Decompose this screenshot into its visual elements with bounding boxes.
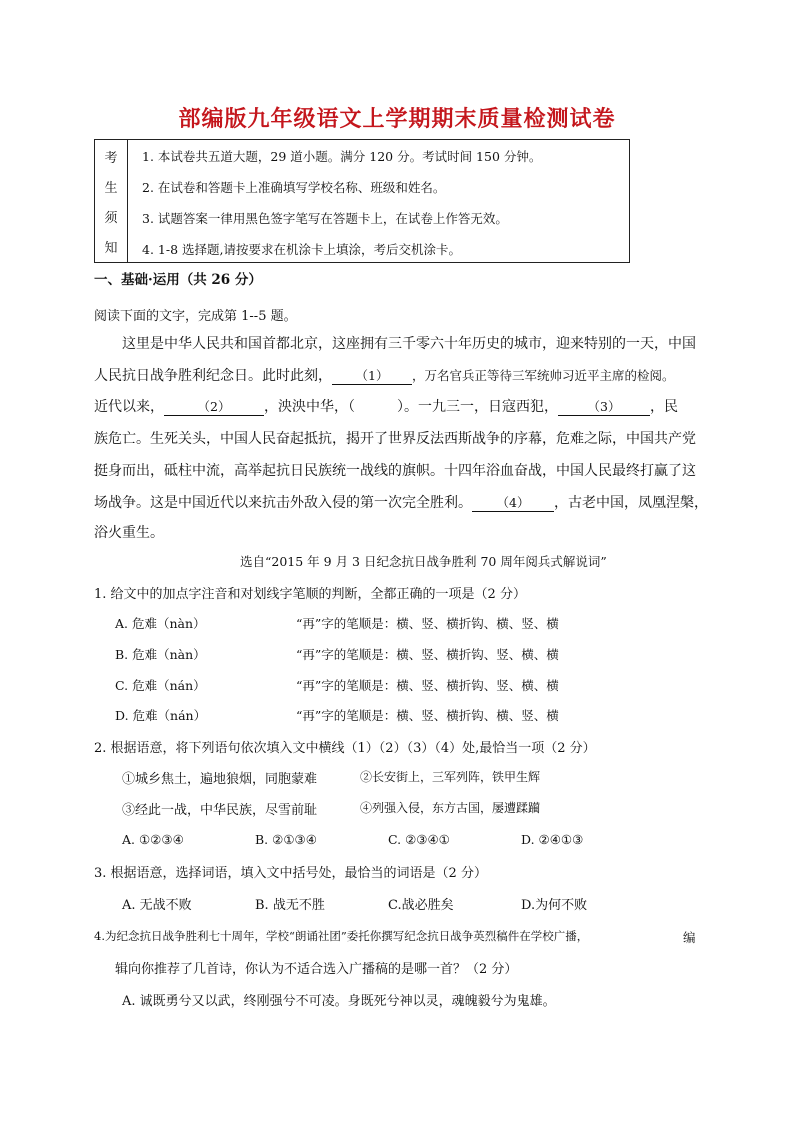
q3-option: D.为何不败 — [521, 898, 588, 913]
passage-line — [94, 365, 675, 385]
question-3-stem: 3. 根据语意，选择词语，填入文中括号处，最恰当的词语是（2 分） — [94, 866, 487, 881]
notice-item: 3. 试题答案一律用黑色签字笔写在答题卡上，在试卷上作答无效。 — [142, 211, 508, 226]
q1-option-label: B. 危难（nàn） — [115, 647, 206, 662]
passage-line: 浴火重生。 — [94, 525, 164, 541]
blank-3: （3） — [558, 397, 650, 416]
notice-label-char: 知 — [104, 241, 118, 256]
q1-option-detail: “再”字的笔顺是：横、竖、横折钩、竖、横、横 — [296, 678, 559, 693]
q3-option: C.战必胜矣 — [388, 898, 454, 913]
passage-line — [94, 396, 678, 416]
reading-instruction: 阅读下面的文字，完成第 1--5 题。 — [94, 309, 297, 324]
passage-text: ，古老中国，凤凰涅槃， — [554, 495, 708, 511]
section-heading: 一、基础·运用（共 26 分） — [94, 272, 262, 288]
question-1-stem: 1. 给文中的加点字注音和对划线字笔顺的判断，全都正确的一项是（2 分） — [94, 587, 526, 602]
q3-option: A. 无战不败 — [122, 898, 192, 913]
passage-text: 近代以来， — [94, 399, 164, 415]
q2-sentence: ①城乡焦土，遍地狼烟，同胞蒙难 — [122, 772, 318, 787]
notice-label-char: 考 — [104, 151, 118, 166]
q1-option-label: C. 危难（nán） — [115, 678, 206, 693]
question-2-stem: 2. 根据语意，将下列语句依次填入文中横线（1）（2）（3）（4）处,最恰当一项（2 分） — [94, 741, 596, 756]
q2-sentence: ③经此一战，中华民族，尽雪前耻 — [122, 803, 318, 818]
passage-line: 挺身而出，砥柱中流，高举起抗日民族统一战线的旗帜。十四年浴血奋战，中国人民最终打赢了这 — [94, 463, 696, 479]
notice-label-char: 生 — [104, 181, 118, 196]
q2-option: A. ①②③④ — [122, 832, 184, 847]
notice-item: 4. 1-8 选择题,请按要求在机涂卡上填涂，考后交机涂卡。 — [142, 242, 461, 257]
question-4-stem: 4.为纪念抗日战争胜利七十周年，学校“朗诵社团”委托你撰写纪念抗日战争英烈稿件在学校广播， — [94, 929, 589, 943]
passage-line — [94, 492, 708, 512]
passage-text: ，万名官兵正等待三军统帅习近平主席的检阅。 — [412, 368, 675, 383]
blank-4: （4） — [472, 493, 554, 512]
passage-line: 族危亡。生死关头，中国人民奋起抵抗，揭开了世界反法西斯战争的序幕，危难之际，中国共产党 — [94, 431, 696, 447]
notice-label-char: 须 — [104, 211, 118, 226]
q2-option: C. ②③④① — [388, 832, 450, 847]
q3-option: B. 战无不胜 — [255, 898, 325, 913]
q2-sentence: ④列强入侵，东方古国，屡遭蹂躏 — [360, 801, 541, 815]
q1-option-label: A. 危难（nàn） — [115, 616, 206, 631]
passage-line: 这里是中华人民共和国首都北京，这座拥有三千零六十年历史的城市，迎来特别的一天，中国 — [122, 336, 696, 352]
q1-option-detail: “再”字的笔顺是：横、竖、横折钩、横、竖、横 — [296, 616, 559, 631]
q1-option-label: D. 危难（nán） — [115, 708, 207, 723]
blank-2: （2） — [164, 397, 264, 416]
notice-item: 2. 在试卷和答题卡上准确填写学校名称、班级和姓名。 — [142, 180, 446, 195]
passage-text: 场战争。这是中国近代以来抗击外敌入侵的第一次完全胜利。 — [94, 495, 472, 511]
q2-sentence: ②长安街上，三军列阵，铁甲生辉 — [360, 770, 541, 784]
notice-box — [94, 139, 630, 263]
passage-text: 人民抗日战争胜利纪念日。此时此刻， — [94, 368, 332, 384]
passage-text: ，民 — [650, 399, 678, 415]
notice-label-column — [95, 140, 128, 262]
passage-text: ，泱泱中华，（ ）。一九三一，日寇西犯， — [264, 399, 558, 415]
q1-option-detail: “再”字的笔顺是：横、竖、横折钩、横、竖、横 — [296, 708, 559, 723]
q2-option: D. ②④①③ — [521, 832, 584, 847]
notice-item: 1. 本试卷共五道大题，29 道小题。满分 120 分。考试时间 150 分钟。 — [142, 149, 542, 164]
blank-1: （1） — [332, 366, 412, 385]
q4-option: A. 诚既勇兮又以武，终刚强兮不可凌。身既死兮神以灵，魂魄毅兮为鬼雄。 — [122, 994, 556, 1009]
question-4-stem-tail: 编 — [683, 930, 696, 945]
q1-option-detail: “再”字的笔顺是：横、竖、横折钩、竖、横、横 — [296, 647, 559, 662]
q2-option: B. ②①③④ — [255, 832, 317, 847]
exam-title: 部编版九年级语文上学期期末质量检测试卷 — [178, 106, 616, 132]
question-4-stem-cont: 辑向你推荐了几首诗，你认为不适合选入广播稿的是哪一首？（2 分） — [115, 962, 518, 977]
passage-source: 选自“2015 年 9 月 3 日纪念抗日战争胜利 70 周年阅兵式解说词” — [240, 554, 607, 569]
